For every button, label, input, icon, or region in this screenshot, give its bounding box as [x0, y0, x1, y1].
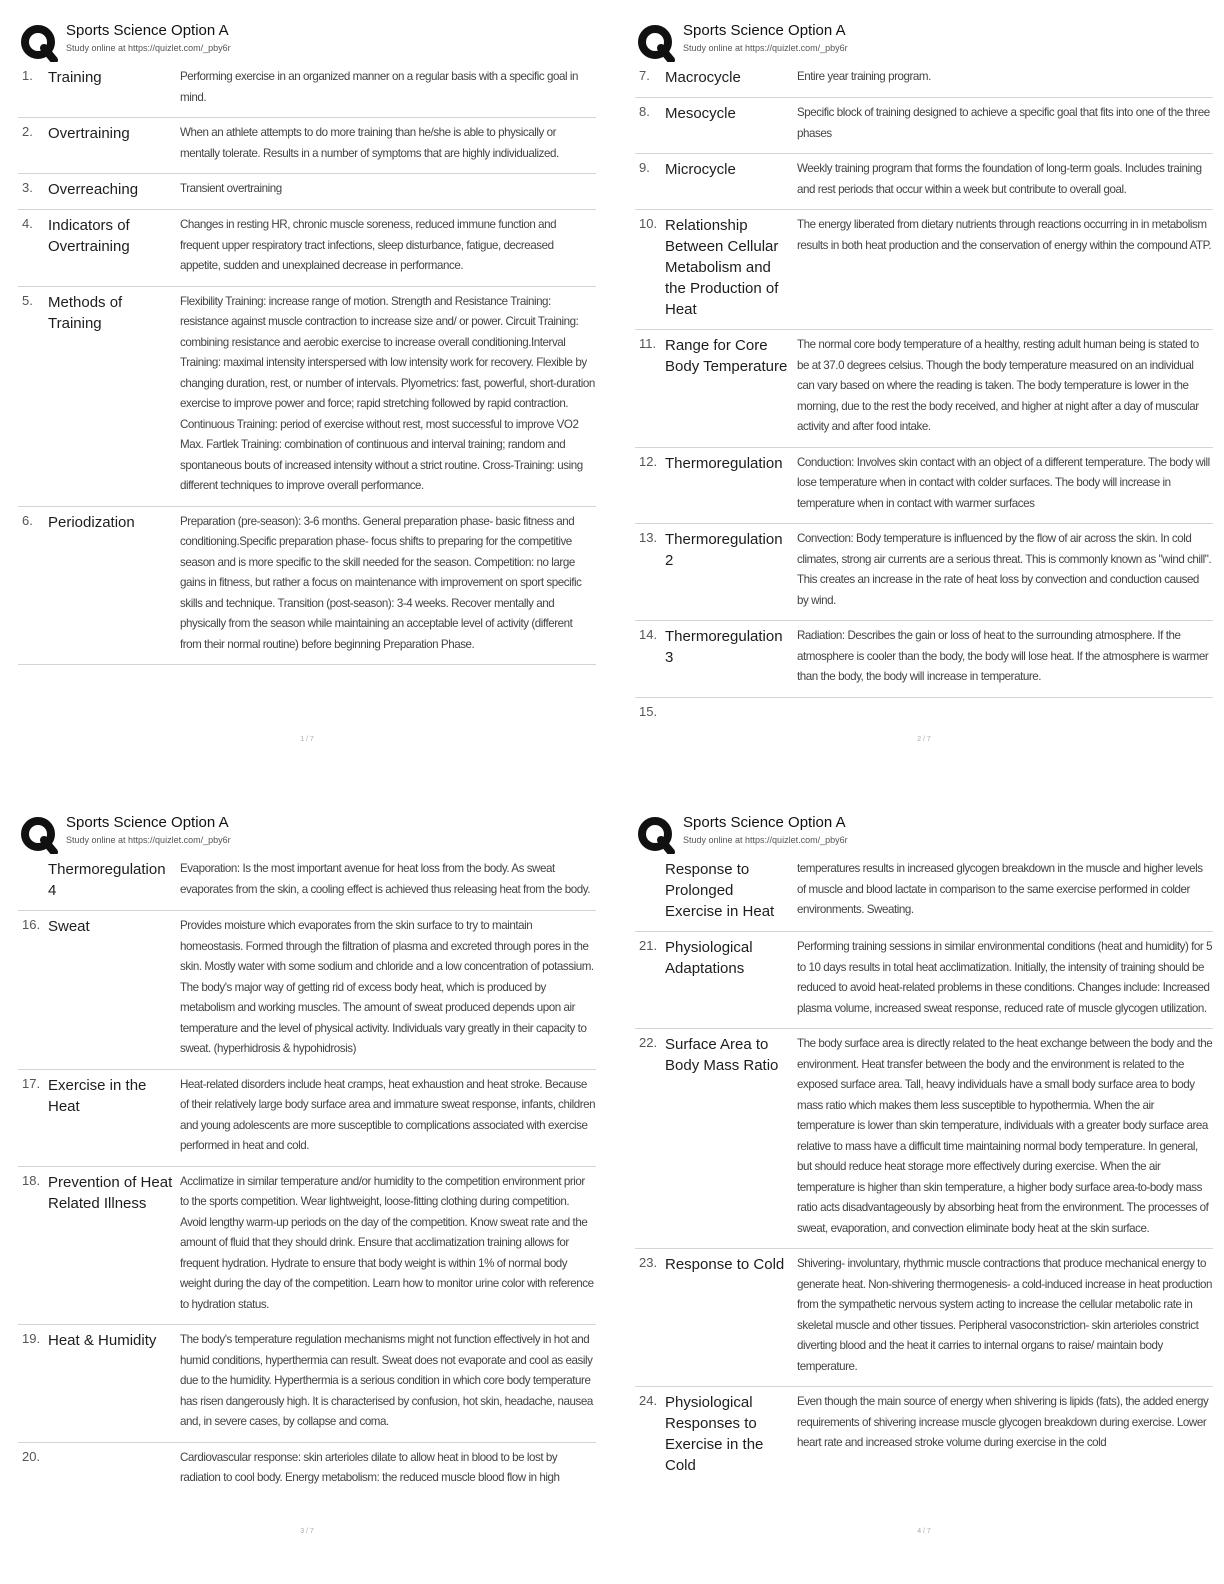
term-definition: Acclimatize in similar temperature and/or humidity to the competition environment prior to the sports competition. Wear lightweight, loose-fitting clothing during competition. Avoid lengthy warm-up periods on the day of the competition. Know sweat rate and the amount of fluid that they should drink. Ensure that acclimatization training allows for frequent hydration. Hydrate to ensure that body weight is within 1% of normal body weight during the day of the competition. Learn how to monitor urine color with reference to hydration status.	[180, 1174, 594, 1311]
term-definition: Evaporation: Is the most important avenue for heat loss from the body. As sweat evaporates from the skin, a cooling effect is achieved thus releasing heat from the body.	[180, 862, 591, 896]
term-definition: The normal core body temperature of a healthy, resting adult human being is stated to be at 37.0 degrees celsius. Though the body temperature measured on an individual can vary based on where the reading is taken. The body temperature is lower in the morning, due to the rest the body received, and higher at night after a day of muscular activity and after food intake.	[797, 338, 1199, 433]
term-name: Thermoregulation 2	[665, 531, 783, 569]
term-name: Relationship Between Cellular Metabolism and the Production of Heat	[665, 217, 779, 318]
set-title: Sports Science Option A	[683, 22, 846, 39]
term-name: Surface Area to Body Mass Ratio	[665, 1036, 779, 1074]
term-name: Macrocycle	[665, 69, 741, 86]
term-definition: temperatures results in increased glycogen breakdown in the muscle and higher levels of muscle and blood lactate in comparison to the same exercise performed in colder environments. Sweating.	[797, 862, 1203, 916]
term-row	[635, 98, 1213, 154]
page-4	[635, 810, 1213, 1570]
term-name: Heat & Humidity	[48, 1332, 157, 1349]
term-row	[635, 698, 1213, 728]
term-definition: Shivering- involuntary, rhythmic muscle contractions that produce mechanical energy to generate heat. Non-shivering thermogenesis- a cold-induced increase in heat production from the sympathetic nervous system acting to increase the cellular metabolic rate in skeletal muscle and other tissues. Peripheral vasoconstriction- skin arterioles constrict diverting blood and the heat it carries to internal organs to raise/ maintain body temperature.	[797, 1257, 1213, 1373]
term-name: Training	[48, 69, 102, 86]
term-name: Range for Core Body Temperature	[665, 337, 788, 375]
term-number: 22.	[639, 1035, 658, 1050]
term-row	[18, 1325, 596, 1443]
study-link[interactable]: Study online at https://quizlet.com/_pby6r	[683, 835, 848, 845]
term-row	[18, 507, 596, 666]
term-row	[18, 854, 596, 911]
study-link[interactable]: Study online at https://quizlet.com/_pby6r	[66, 43, 231, 53]
term-list	[18, 854, 596, 1498]
term-definition: Preparation (pre-season): 3-6 months. General preparation phase- basic fitness and conditioning.Specific preparation phase- focus shifts to preparing for the competitive season and is more specific to the skill needed for the season. Competition: no large gains in fitness, but rather a focus on maintenance with improvement on sport specific skills and technique. Transition (post-season): 3-4 weeks. Recover mentally and physically from the season while maintaining an acceptable level of activity (different from their normal routine) before beginning Preparation Phase.	[180, 514, 582, 651]
page-header	[635, 810, 1213, 854]
set-title: Sports Science Option A	[683, 814, 846, 831]
term-definition: Specific block of training designed to achieve a specific goal that fits into one of the three phases	[797, 106, 1210, 140]
term-name: Methods of Training	[48, 293, 123, 332]
term-row	[635, 448, 1213, 525]
term-row	[18, 287, 596, 507]
term-name: Thermoregulation	[665, 454, 783, 472]
term-definition: Even though the main source of energy when shivering is lipids (fats), the added energy requirements of shivering increase muscle glycogen breakdown during exercise. Lower heart rate and increased stroke volume during exercise in the cold	[797, 1395, 1209, 1449]
term-number: 24.	[639, 1393, 658, 1408]
term-definition: Flexibility Training: increase range of motion. Strength and Resistance Training: resistance against muscle contraction to increase size and/ or power. Circuit Training: combining resistance and aerobic exercise to increase overall conditioning.Interval Training: maximal intensity interspersed with low intensity work for recovery. Flexible by changing duration, rest, or number of intervals. Plyometrics: fast, powerful, short-duration exercise to improve power and force; rapid stretching followed by rapid contraction. Continuous Training: period of exercise without rest, most successful to improve VO2 Max. Fartlek Training: combination of continuous and interval training; random and spontaneous bouts of increased intensity without a strict routine. Cross-Training: using different techniques to improve overall performance.	[180, 294, 595, 492]
term-definition: Performing exercise in an organized manner on a regular basis with a specific goal in mind.	[180, 70, 579, 104]
term-number: 17.	[22, 1075, 41, 1091]
term-definition: Entire year training program.	[797, 70, 931, 83]
term-row	[635, 854, 1213, 932]
page-3	[18, 810, 596, 1570]
term-definition: The body surface area is directly related to the heat exchange between the body and the environment. Heat transfer between the body and the environment is related to the exposed surface area. Tall, heavy individuals have a small body surface area to body mass ratio which makes them less susceptible to hypothermia. When the air temperature is lower than skin temperature, individuals with a greater body surface area relative to mass have a difficult time maintaining normal body temperature. In general, but should reduce heat storage more effectively during exercise. When the air temperature is higher than skin temperature, a higher body surface area-to-body mass ratio acts disadvantageously by absorbing heat from the environment. The processes of sweat, evaporation, and convection eliminate body heat at the skin surface.	[797, 1037, 1213, 1235]
term-number: 12.	[639, 453, 658, 469]
term-definition: Changes in resting HR, chronic muscle soreness, reduced immune function and frequent upper respiratory tract infections, sleep disturbance, fatigue, decreased appetite, sudden and unexplained decrease in performance.	[180, 218, 557, 272]
term-definition: Radiation: Describes the gain or loss of heat to the surrounding atmosphere. If the atmosphere is cooler than the body, the body will lose heat. If the atmosphere is warmer than the body, the body will increase in temperature.	[797, 629, 1209, 683]
term-number: 18.	[22, 1172, 41, 1188]
quizlet-logo-icon	[20, 24, 58, 62]
term-definition: Performing training sessions in similar environmental conditions (heat and humidity) for 5 to 10 days results in total heat acclimatization. Initially, the intensity of training should be reduced to avoid heat-related problems in these conditions. Changes include: Increased plasma volume, increased sweat response, reduced rate of muscle glycogen utilization.	[797, 940, 1213, 1015]
term-number: 7.	[639, 68, 650, 83]
term-list	[635, 854, 1213, 1485]
term-row	[18, 1443, 596, 1498]
term-name	[48, 1448, 180, 1489]
term-row	[18, 210, 596, 287]
term-name: Physiological Responses to Exercise in the Cold	[665, 1394, 764, 1474]
term-definition: When an athlete attempts to do more training than he/she is able to physically or mentally tolerate. Results in a number of symptoms that are highly individualized.	[180, 126, 559, 160]
page-number: 2 / 7	[917, 736, 931, 743]
quizlet-logo-icon	[637, 24, 675, 62]
term-number: 2.	[22, 124, 33, 139]
term-row	[635, 62, 1213, 98]
term-definition: Cardiovascular response: skin arterioles dilate to allow heat in blood to be lost by radiation to cool body. Energy metabolism: the reduced muscle blood flow in high	[180, 1450, 560, 1484]
quizlet-logo-icon	[20, 816, 58, 854]
page-2	[635, 18, 1213, 778]
quizlet-logo-icon	[637, 816, 675, 854]
term-row	[635, 621, 1213, 698]
term-name: Physiological Adaptations	[665, 939, 753, 977]
term-row	[635, 210, 1213, 330]
term-definition: The energy liberated from dietary nutrients through reactions occurring in in metabolism results in both heat production and the conservation of energy within the compound ATP.	[797, 218, 1212, 252]
term-row	[635, 932, 1213, 1029]
study-link[interactable]: Study online at https://quizlet.com/_pby6r	[683, 43, 848, 53]
term-name: Indicators of Overtraining	[48, 217, 130, 255]
term-name: Mesocycle	[665, 105, 736, 122]
term-list	[635, 62, 1213, 728]
page-header	[18, 18, 596, 62]
page-number: 4 / 7	[917, 1528, 931, 1535]
term-row	[635, 154, 1213, 210]
term-name	[665, 703, 797, 719]
term-row	[18, 1070, 596, 1167]
term-number: 14.	[639, 627, 658, 642]
term-definition	[797, 703, 1213, 719]
term-number: 1.	[22, 68, 33, 83]
term-row	[635, 1249, 1213, 1387]
term-list	[18, 62, 596, 665]
term-name: Prevention of Heat Related Illness	[48, 1173, 173, 1212]
term-number: 8.	[639, 104, 650, 119]
term-definition: Convection: Body temperature is influenced by the flow of air across the skin. In cold climates, strong air currents are a serious threat. This is commonly known as "wind chill". This creates an increase in the rate of heat loss by convection and conduction caused by wind.	[797, 532, 1212, 607]
page-number: 1 / 7	[300, 736, 314, 743]
term-definition: The body's temperature regulation mechanisms might not function effectively in hot and humid conditions, hyperthermia can result. Sweat does not evaporate and cool as easily due to the humidity. Hyperthermia is a serious condition in which core body temperature has risen dangerously high. It is characterised by confusion, hot skin, headache, nausea and, in severe cases, by collapse and coma.	[180, 1333, 593, 1428]
term-number: 13.	[639, 530, 658, 545]
term-number: 15.	[639, 703, 658, 719]
page-header	[635, 18, 1213, 62]
term-name: Periodization	[48, 513, 135, 531]
set-title: Sports Science Option A	[66, 814, 229, 831]
term-definition: Weekly training program that forms the foundation of long-term goals. Includes training and rest periods that occur within a week but contribute to overall goal.	[797, 162, 1202, 196]
term-number: 3.	[22, 180, 33, 195]
term-row	[18, 118, 596, 174]
term-number: 4.	[22, 216, 33, 231]
term-number: 6.	[22, 512, 33, 528]
term-number: 10.	[639, 216, 658, 231]
term-number: 5.	[22, 292, 33, 308]
term-definition: Provides moisture which evaporates from the skin surface to try to maintain homeostasis. Formed through the filtration of plasma and excreted through pores in the skin. Mostly water with some sodium and chloride and a low concentration of potassium. The body's major way of getting rid of excess body heat, which is produced by metabolism and working muscles. The amount of sweat produced depends upon air temperature and the level of physical activity. Individuals vary greatly in their capacity to sweat. (hyperhidrosis & hypohidrosis)	[180, 919, 594, 1055]
term-number	[18, 859, 48, 901]
term-name: Thermoregulation 4	[48, 861, 166, 899]
term-name: Exercise in the Heat	[48, 1076, 147, 1115]
term-row	[635, 524, 1213, 621]
set-title: Sports Science Option A	[66, 22, 229, 39]
term-row	[18, 62, 596, 118]
term-definition: Heat-related disorders include heat cramps, heat exhaustion and heat stroke. Because of their relatively large body surface area and immature sweat response, infants, children and young adolescents are more susceptible to complications associated with exercise performed in heat and cold.	[180, 1077, 596, 1152]
page-header	[18, 810, 596, 854]
page-1	[18, 18, 596, 778]
term-name: Thermoregulation 3	[665, 628, 783, 666]
term-name: Sweat	[48, 918, 90, 935]
term-number: 21.	[639, 938, 658, 953]
term-name: Overreaching	[48, 181, 139, 198]
term-name: Response to Cold	[665, 1256, 785, 1273]
term-number	[635, 859, 665, 922]
term-number: 20.	[22, 1448, 41, 1464]
term-row	[18, 174, 596, 210]
term-number: 16.	[22, 917, 41, 932]
term-definition: Conduction: Involves skin contact with an object of a different temperature. The body will lose temperature when in contact with colder surfaces. The body will increase in temperature when in contact with warmer surfaces	[797, 455, 1210, 510]
term-name: Response to Prolonged Exercise in Heat	[665, 861, 775, 920]
term-number: 19.	[22, 1331, 41, 1346]
term-row	[635, 1029, 1213, 1249]
term-row	[18, 911, 596, 1070]
term-definition: Transient overtraining	[180, 182, 282, 195]
term-number: 11.	[639, 336, 657, 351]
term-row	[635, 330, 1213, 448]
term-name: Microcycle	[665, 161, 736, 178]
term-number: 9.	[639, 160, 650, 175]
term-name: Overtraining	[48, 125, 130, 142]
page-number: 3 / 7	[300, 1528, 314, 1535]
term-number: 23.	[639, 1255, 658, 1270]
term-row	[18, 1167, 596, 1326]
study-link[interactable]: Study online at https://quizlet.com/_pby6r	[66, 835, 231, 845]
term-row	[635, 1387, 1213, 1485]
